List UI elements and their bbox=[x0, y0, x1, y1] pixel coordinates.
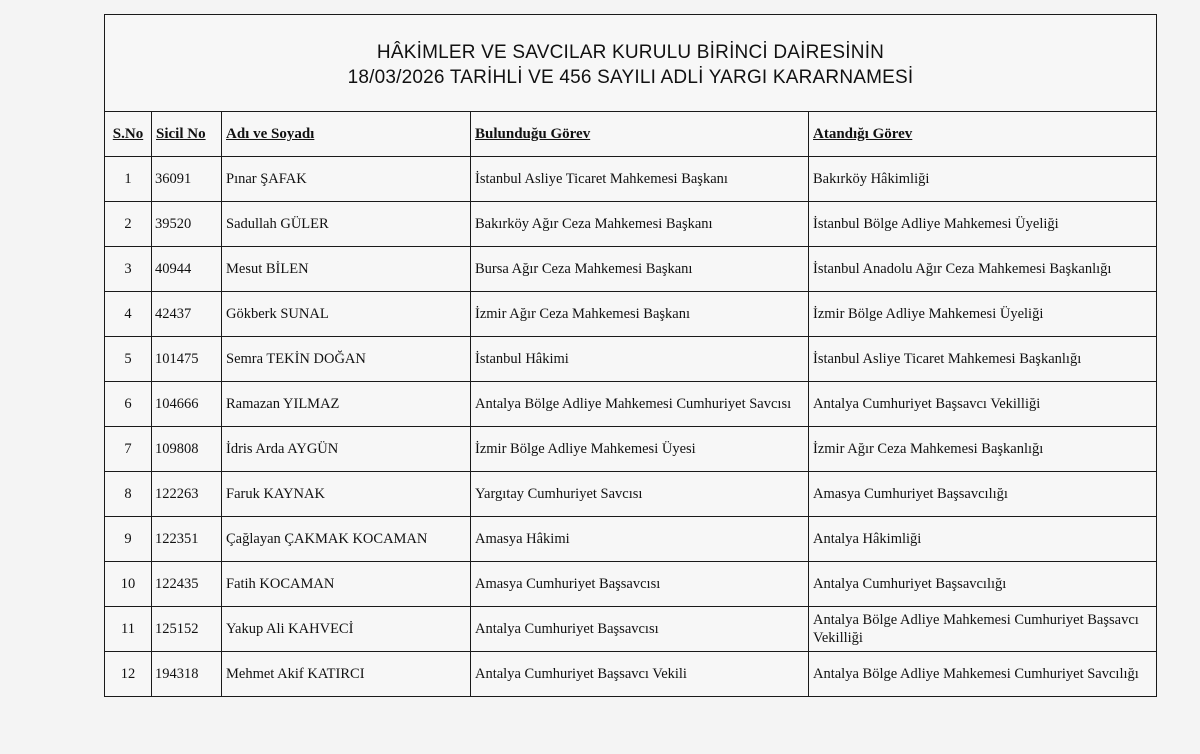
cell-assigned-post: Bakırköy Hâkimliği bbox=[809, 157, 1157, 202]
cell-name: Yakup Ali KAHVECİ bbox=[222, 607, 471, 652]
cell-current-post: Amasya Cumhuriyet Başsavcısı bbox=[471, 562, 809, 607]
title-row bbox=[105, 15, 1157, 112]
title-line-1: HÂKİMLER VE SAVCILAR KURULU BİRİNCİ DAİRESİNİN bbox=[376, 42, 885, 63]
cell-assigned-post: Antalya Cumhuriyet Başsavcı Vekilliği bbox=[809, 382, 1157, 427]
cell-sicil: 122351 bbox=[152, 517, 222, 562]
cell-sicil: 125152 bbox=[152, 607, 222, 652]
cell-current-post: Amasya Hâkimi bbox=[471, 517, 809, 562]
cell-sno: 12 bbox=[105, 652, 152, 697]
table-body bbox=[105, 157, 1157, 697]
header-assigned-post: Atandığı Görev bbox=[809, 112, 1157, 157]
title-line-2: 18/03/2026 TARİHLİ VE 456 SAYILI ADLİ YARGI KARARNAMESİ bbox=[347, 67, 914, 88]
cell-assigned-post: Antalya Hâkimliği bbox=[809, 517, 1157, 562]
cell-assigned-post: Antalya Bölge Adliye Mahkemesi Cumhuriyet Başsavcı Vekilliği bbox=[809, 607, 1157, 652]
cell-name: İdris Arda AYGÜN bbox=[222, 427, 471, 472]
header-current-post: Bulunduğu Görev bbox=[471, 112, 809, 157]
cell-name: Çağlayan ÇAKMAK KOCAMAN bbox=[222, 517, 471, 562]
cell-sicil: 36091 bbox=[152, 157, 222, 202]
cell-current-post: Bursa Ağır Ceza Mahkemesi Başkanı bbox=[471, 247, 809, 292]
cell-current-post: İstanbul Asliye Ticaret Mahkemesi Başkanı bbox=[471, 157, 809, 202]
cell-sicil: 122263 bbox=[152, 472, 222, 517]
cell-current-post: İstanbul Hâkimi bbox=[471, 337, 809, 382]
cell-sicil: 104666 bbox=[152, 382, 222, 427]
cell-assigned-post: İstanbul Asliye Ticaret Mahkemesi Başkanlığı bbox=[809, 337, 1157, 382]
cell-name: Sadullah GÜLER bbox=[222, 202, 471, 247]
cell-assigned-post: Amasya Cumhuriyet Başsavcılığı bbox=[809, 472, 1157, 517]
cell-current-post: Antalya Bölge Adliye Mahkemesi Cumhuriyet Savcısı bbox=[471, 382, 809, 427]
cell-sicil: 42437 bbox=[152, 292, 222, 337]
cell-sno: 8 bbox=[105, 472, 152, 517]
table-row bbox=[105, 292, 1157, 337]
table-row bbox=[105, 517, 1157, 562]
header-name: Adı ve Soyadı bbox=[222, 112, 471, 157]
decree-table bbox=[104, 14, 1157, 697]
cell-name: Ramazan YILMAZ bbox=[222, 382, 471, 427]
cell-name: Mesut BİLEN bbox=[222, 247, 471, 292]
cell-name: Faruk KAYNAK bbox=[222, 472, 471, 517]
cell-sno: 5 bbox=[105, 337, 152, 382]
cell-name: Mehmet Akif KATIRCI bbox=[222, 652, 471, 697]
table-row bbox=[105, 607, 1157, 652]
cell-current-post: Antalya Cumhuriyet Başsavcısı bbox=[471, 607, 809, 652]
cell-sicil: 101475 bbox=[152, 337, 222, 382]
cell-current-post: İzmir Ağır Ceza Mahkemesi Başkanı bbox=[471, 292, 809, 337]
cell-sicil: 194318 bbox=[152, 652, 222, 697]
cell-sno: 11 bbox=[105, 607, 152, 652]
cell-assigned-post: İstanbul Anadolu Ağır Ceza Mahkemesi Başkanlığı bbox=[809, 247, 1157, 292]
cell-assigned-post: İzmir Ağır Ceza Mahkemesi Başkanlığı bbox=[809, 427, 1157, 472]
table-row bbox=[105, 382, 1157, 427]
cell-current-post: Bakırköy Ağır Ceza Mahkemesi Başkanı bbox=[471, 202, 809, 247]
cell-assigned-post: Antalya Bölge Adliye Mahkemesi Cumhuriyet Savcılığı bbox=[809, 652, 1157, 697]
cell-sicil: 109808 bbox=[152, 427, 222, 472]
cell-current-post: İzmir Bölge Adliye Mahkemesi Üyesi bbox=[471, 427, 809, 472]
cell-name: Pınar ŞAFAK bbox=[222, 157, 471, 202]
cell-assigned-post: İstanbul Bölge Adliye Mahkemesi Üyeliği bbox=[809, 202, 1157, 247]
cell-sicil: 122435 bbox=[152, 562, 222, 607]
table-row bbox=[105, 652, 1157, 697]
header-row bbox=[105, 112, 1157, 157]
cell-assigned-post: Antalya Cumhuriyet Başsavcılığı bbox=[809, 562, 1157, 607]
cell-sno: 1 bbox=[105, 157, 152, 202]
cell-sicil: 39520 bbox=[152, 202, 222, 247]
document-title bbox=[105, 15, 1157, 112]
cell-sno: 9 bbox=[105, 517, 152, 562]
cell-sicil: 40944 bbox=[152, 247, 222, 292]
cell-sno: 7 bbox=[105, 427, 152, 472]
cell-name: Gökberk SUNAL bbox=[222, 292, 471, 337]
cell-current-post: Yargıtay Cumhuriyet Savcısı bbox=[471, 472, 809, 517]
cell-sno: 6 bbox=[105, 382, 152, 427]
header-sicil: Sicil No bbox=[152, 112, 222, 157]
table-row bbox=[105, 157, 1157, 202]
cell-sno: 3 bbox=[105, 247, 152, 292]
cell-name: Semra TEKİN DOĞAN bbox=[222, 337, 471, 382]
header-sno: S.No bbox=[105, 112, 152, 157]
table-row bbox=[105, 562, 1157, 607]
cell-assigned-post: İzmir Bölge Adliye Mahkemesi Üyeliği bbox=[809, 292, 1157, 337]
cell-sno: 2 bbox=[105, 202, 152, 247]
cell-sno: 4 bbox=[105, 292, 152, 337]
table-row bbox=[105, 427, 1157, 472]
table-row bbox=[105, 202, 1157, 247]
table-row bbox=[105, 247, 1157, 292]
table-row bbox=[105, 337, 1157, 382]
cell-sno: 10 bbox=[105, 562, 152, 607]
cell-current-post: Antalya Cumhuriyet Başsavcı Vekili bbox=[471, 652, 809, 697]
table-row bbox=[105, 472, 1157, 517]
cell-name: Fatih KOCAMAN bbox=[222, 562, 471, 607]
